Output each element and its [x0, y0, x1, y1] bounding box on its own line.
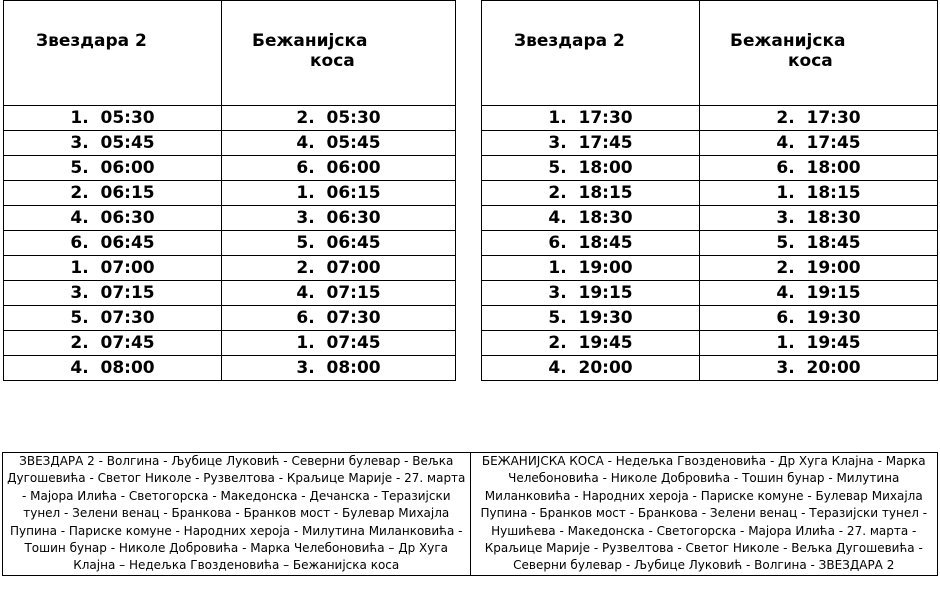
header-zvezdara — [4, 1, 222, 106]
departure-bezanijska: 4. 05:45 — [222, 131, 456, 156]
table-row — [4, 356, 456, 381]
header-zvezdara — [482, 1, 700, 106]
departure-zvezdara: 1. 19:00 — [482, 256, 700, 281]
table-row — [482, 156, 938, 181]
table-row — [4, 131, 456, 156]
table-row — [482, 131, 938, 156]
departure-bezanijska: 3. 08:00 — [222, 356, 456, 381]
departure-zvezdara: 1. 17:30 — [482, 106, 700, 131]
departure-bezanijska: 1. 18:15 — [700, 181, 938, 206]
header-bezanijska — [222, 1, 456, 106]
departure-zvezdara: 6. 06:45 — [4, 231, 222, 256]
table-row — [4, 156, 456, 181]
table-row — [4, 281, 456, 306]
departure-zvezdara: 3. 05:45 — [4, 131, 222, 156]
header-label: Звездара 2 — [514, 31, 625, 51]
departure-bezanijska: 2. 17:30 — [700, 106, 938, 131]
departure-zvezdara: 1. 05:30 — [4, 106, 222, 131]
departure-zvezdara: 3. 07:15 — [4, 281, 222, 306]
table-row — [482, 231, 938, 256]
route-descriptions — [2, 452, 938, 576]
departure-bezanijska: 2. 07:00 — [222, 256, 456, 281]
departure-zvezdara: 3. 17:45 — [482, 131, 700, 156]
departure-zvezdara: 4. 20:00 — [482, 356, 700, 381]
departure-bezanijska: 6. 07:30 — [222, 306, 456, 331]
departure-bezanijska: 1. 07:45 — [222, 331, 456, 356]
table-row — [4, 256, 456, 281]
departure-zvezdara: 3. 19:15 — [482, 281, 700, 306]
table-row — [4, 231, 456, 256]
header-row — [4, 1, 456, 106]
header-label: коса — [310, 51, 355, 71]
table-row — [4, 181, 456, 206]
departure-bezanijska: 4. 19:15 — [700, 281, 938, 306]
morning-timetable — [3, 0, 456, 381]
table-row — [4, 306, 456, 331]
table-row — [482, 306, 938, 331]
header-bezanijska — [700, 1, 938, 106]
departure-bezanijska: 2. 05:30 — [222, 106, 456, 131]
table-row — [482, 106, 938, 131]
departure-bezanijska: 4. 17:45 — [700, 131, 938, 156]
departure-bezanijska: 6. 06:00 — [222, 156, 456, 181]
departure-zvezdara: 2. 06:15 — [4, 181, 222, 206]
table-row — [482, 256, 938, 281]
table-row — [482, 281, 938, 306]
departure-zvezdara: 2. 19:45 — [482, 331, 700, 356]
departure-bezanijska: 6. 18:00 — [700, 156, 938, 181]
departure-zvezdara: 5. 18:00 — [482, 156, 700, 181]
table-row — [4, 206, 456, 231]
departure-bezanijska: 3. 06:30 — [222, 206, 456, 231]
header-label: коса — [788, 51, 833, 71]
departure-zvezdara: 5. 19:30 — [482, 306, 700, 331]
departure-zvezdara: 4. 06:30 — [4, 206, 222, 231]
route-zvezdara-to-bezanijska: ЗВЕЗДАРА 2 - Волгина - Љубице Луковић - Северни булевар - Вељка Дугошевића - Светог Николе - Рузвелтова - Краљице Марије - 27. марта - Мајора Илића - Светогорска - Македонска - Дечанска - Теразијски тунел - Зелени венац - Бранкова - Бранков мост - Булевар Михајла Пупина - Париске комуне - Народних хероја - Милутина Миланковића - Тошин бунар - Николе Добровића - Марка Челебоновића – Др Хуга Клајна – Недељка Гвозденовића – Бежанијска коса — [3, 453, 471, 576]
departure-bezanijska: 3. 20:00 — [700, 356, 938, 381]
header-label: Бежанијска — [730, 31, 846, 51]
table-row — [482, 331, 938, 356]
header-label: Бежанијска — [252, 31, 368, 51]
departure-zvezdara: 5. 06:00 — [4, 156, 222, 181]
departure-bezanijska: 6. 19:30 — [700, 306, 938, 331]
departure-zvezdara: 2. 18:15 — [482, 181, 700, 206]
departure-zvezdara: 4. 08:00 — [4, 356, 222, 381]
departure-zvezdara: 5. 07:30 — [4, 306, 222, 331]
header-row — [482, 1, 938, 106]
departure-zvezdara: 6. 18:45 — [482, 231, 700, 256]
departure-bezanijska: 1. 19:45 — [700, 331, 938, 356]
departure-zvezdara: 4. 18:30 — [482, 206, 700, 231]
departure-bezanijska: 4. 07:15 — [222, 281, 456, 306]
departure-zvezdara: 1. 07:00 — [4, 256, 222, 281]
departure-bezanijska: 5. 06:45 — [222, 231, 456, 256]
table-row — [482, 356, 938, 381]
header-label: Звездара 2 — [36, 31, 147, 51]
departure-bezanijska: 3. 18:30 — [700, 206, 938, 231]
table-row — [4, 106, 456, 131]
route-bezanijska-to-zvezdara: БЕЖАНИЈСКА КОСА - Недељка Гвозденовића - Др Хуга Клајна - Марка Челебоновића - Николе Добровића - Тошин бунар - Милутина Миланковића - Народних хероја - Париске комуне - Булевар Михајла Пупина - Бранков мост - Бранкова - Зелени венац - Теразијски тунел - Нушићева - Македонска - Светогорска - Мајора Илића - 27. марта - Краљице Марије - Рузвелтова - Светог Николе - Вељка Дугошевића - Северни булевар - Љубице Луковић - Волгина - ЗВЕЗДАРА 2 — [470, 453, 938, 576]
table-row — [482, 181, 938, 206]
table-row — [4, 331, 456, 356]
departure-bezanijska: 2. 19:00 — [700, 256, 938, 281]
evening-timetable — [481, 0, 938, 381]
departure-zvezdara: 2. 07:45 — [4, 331, 222, 356]
departure-bezanijska: 5. 18:45 — [700, 231, 938, 256]
table-row — [482, 206, 938, 231]
departure-bezanijska: 1. 06:15 — [222, 181, 456, 206]
